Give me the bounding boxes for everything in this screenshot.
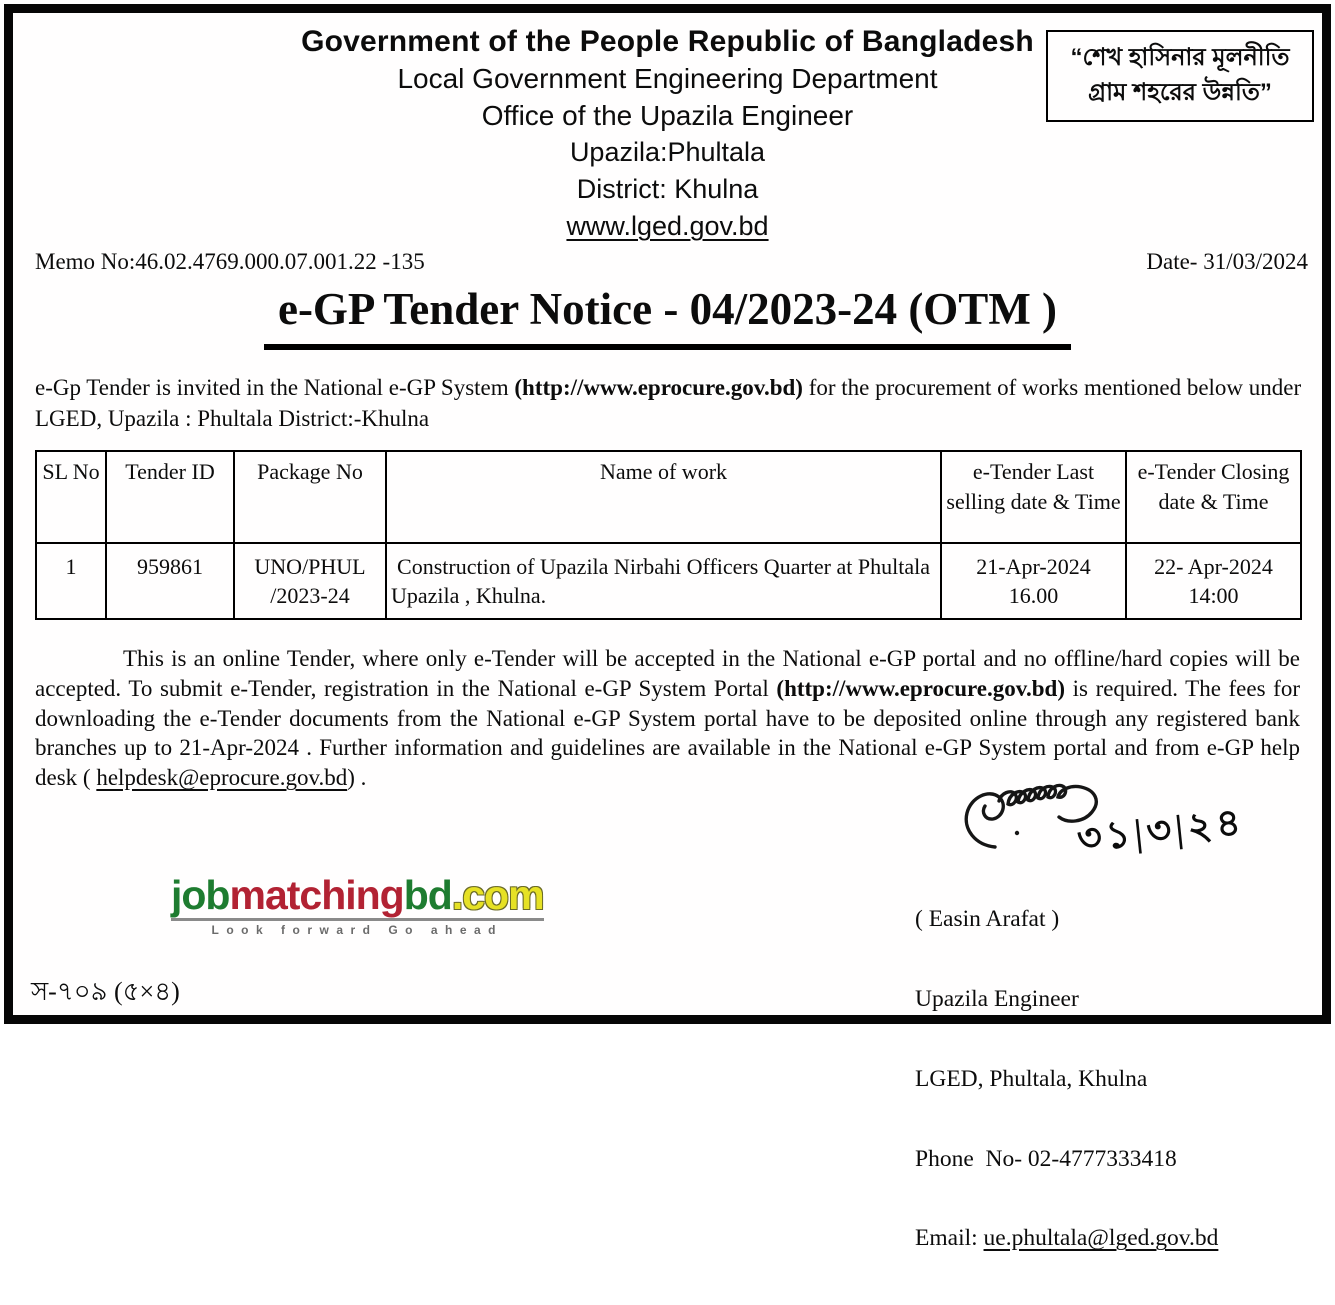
body-text-1: This is an online Tender, where only e-Tender will be accepted in the National e-GP portal and no offline/hard copies will be accepted. To submit e-Tender, registration in the National e-GP System Portal: [35, 646, 1300, 701]
package-line-1: UNO/PHUL: [254, 554, 366, 579]
signatory-email-text: ue.phultala@lged.gov.bd: [983, 1225, 1219, 1252]
cell-tender-id: 959861: [106, 543, 234, 619]
notice-title: e-GP Tender Notice - 04/2023-24 (OTM ): [264, 283, 1071, 350]
wordmark-job: job: [171, 872, 230, 918]
package-line-2: /2023-24: [270, 583, 350, 608]
signatory-phone: Phone No- 02-4777333418: [915, 1145, 1177, 1172]
org-country-line: Government of the People Republic of Bangladesh: [301, 25, 1034, 58]
letterhead: [13, 23, 1322, 245]
jobmatchingbd-watermark: [171, 873, 544, 937]
email-label: Email:: [915, 1225, 984, 1252]
helpdesk-email-text: helpdesk@eprocure.gov.bd: [96, 765, 348, 791]
org-district-line: District: Khulna: [576, 174, 759, 204]
body-paragraph: [35, 644, 1300, 793]
memo-number: Memo No:46.02.4769.000.07.001.22 -135: [35, 249, 425, 274]
closing-date: 22- Apr-2024: [1154, 554, 1273, 579]
body-text-2: is required. The fees for downloading the e-Tender documents from the National e-GP System portal have to be deposited online through any registered bank branches up to 21-Apr-2024 . Further information and guidelines are available in the National e-GP System portal and from e-GP help desk (: [35, 675, 1300, 791]
cell-package-no: [234, 543, 386, 619]
selling-date: 21-Apr-2024: [976, 554, 1091, 579]
table-header-row: [36, 451, 1301, 543]
notice-title-wrap: [13, 283, 1322, 350]
slogan-line-1: “শেখ হাসিনার মূলনীতি: [1070, 44, 1290, 71]
intro-paragraph: [35, 373, 1302, 434]
header-name-of-work: Name of work: [386, 451, 941, 543]
cell-name-of-work: Construction of Upazila Nirbahi Officers Quarter at Phultala Upazila , Khulna.: [386, 543, 941, 619]
org-upazila-line: Upazila:Phultala: [569, 137, 766, 167]
table-row: [36, 543, 1301, 619]
eprocure-url-text: (http://www.eprocure.gov.bd): [514, 375, 803, 400]
signatory-email-line: [915, 1225, 1218, 1252]
scanned-tender-notice-page: [4, 4, 1331, 1252]
signatory-block: [915, 853, 1218, 1305]
signatory-name: ( Easin Arafat ): [915, 906, 1060, 933]
cell-last-selling: [941, 543, 1126, 619]
wordmark-matching: matching: [229, 872, 404, 918]
header-last-selling: e-Tender Last selling date & Time: [941, 451, 1126, 543]
memo-date: Date- 31/03/2024: [1146, 249, 1308, 274]
cell-sl-no: 1: [36, 543, 106, 619]
org-website-text: www.lged.gov.bd: [566, 211, 769, 241]
signatory-designation: Upazila Engineer: [915, 985, 1079, 1012]
handwritten-date: ৩১|৩|২৪: [1075, 801, 1247, 861]
signatory-organization: LGED, Phultala, Khulna: [915, 1065, 1148, 1092]
form-code: স-৭০৯ (৫×৪): [31, 977, 180, 1006]
header-sl-no: SL No: [36, 451, 106, 543]
tender-table: [35, 450, 1302, 620]
intro-text-1: e-Gp Tender is invited in the National e-GP System: [35, 375, 515, 400]
header-closing: e-Tender Closing date & Time: [1126, 451, 1301, 543]
cell-closing: [1126, 543, 1301, 619]
body-text-3: ) .: [347, 765, 367, 791]
wordmark-com: .com: [451, 872, 544, 918]
selling-time: 16.00: [1008, 583, 1059, 608]
wordmark-bd: bd: [403, 872, 452, 918]
intro-text-2: for the procurement of works mentioned below under LGED, Upazila : Phultala District:-Khulna: [35, 375, 1302, 431]
org-office-line: Office of the Upazila Engineer: [481, 100, 854, 131]
eprocure-url-text-2: (http://www.eprocure.gov.bd): [776, 675, 1065, 701]
header-tender-id: Tender ID: [106, 451, 234, 543]
closing-time: 14:00: [1188, 583, 1239, 608]
watermark-wordmark: [171, 873, 544, 921]
org-department-line: Local Government Engineering Department: [397, 63, 938, 94]
watermark-tagline: Look forward Go ahead: [211, 923, 504, 937]
header-package-no: Package No: [234, 451, 386, 543]
memo-row: [35, 249, 1308, 275]
slogan-line-2: গ্রাম শহরের উন্নতি”: [1088, 79, 1272, 106]
